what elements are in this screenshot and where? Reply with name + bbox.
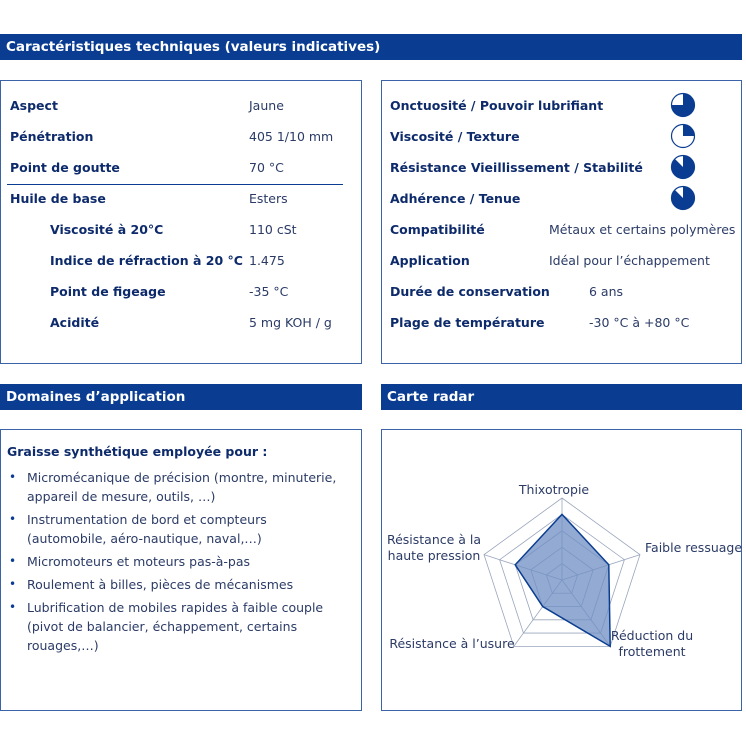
spec-value: 5 mg KOH / g [249,315,332,330]
spec-label: Indice de réfraction à 20 °C [50,253,243,268]
tech-section-header [0,34,742,60]
spec-label: Compatibilité [390,222,485,237]
spec-value: 1.475 [249,253,285,268]
spec-label: Huile de base [10,191,106,206]
list-item [9,468,349,506]
spec-value: -35 °C [249,284,289,299]
list-item [9,575,349,594]
spec-label: Pénétration [10,129,94,144]
right-specs-panel [381,80,742,364]
tech-section-title: Caractéristiques techniques (valeurs indicatives) [6,39,381,55]
radar-axis-label [387,532,481,564]
radar-section-header [381,384,742,410]
radar-data-area [515,514,610,646]
list-item [9,598,349,655]
bullet-icon: • [9,512,17,526]
spec-label: Viscosité à 20°C [50,222,164,237]
spec-value: Jaune [249,98,284,113]
spec-value: Métaux et certains polymères [549,222,736,237]
spec-value: 6 ans [589,284,624,299]
spec-value: 70 °C [249,160,284,175]
domains-intro: Graisse synthétique employée pour : [7,444,268,459]
radar-axis-label [611,628,693,660]
radar-axis-label-line: frottement [618,644,686,659]
radar-axis-label-line: haute pression [387,548,481,563]
radar-section-title: Carte radar [387,389,475,405]
specs-divider [7,184,343,185]
domains-section-title: Domaines d’application [6,389,186,405]
spec-value: Esters [249,191,288,206]
radar-axis-label-line: Réduction du [610,628,694,643]
bullet-icon: • [9,577,17,591]
rating-label: Viscosité / Texture [390,129,520,144]
list-item-text: Instrumentation de bord et compteurs (automobile, aéro-nautique, naval,…) [27,512,267,546]
spec-label: Acidité [50,315,100,330]
list-item-text: Micromécanique de précision (montre, minuterie, appareil de mesure, outils, …) [27,470,337,504]
spec-value: 405 1/10 mm [249,129,334,144]
left-specs-panel [0,80,362,364]
domains-section-header [0,384,362,410]
radar-axis-label-line: Résistance à la [386,532,482,547]
list-item [9,510,349,548]
radar-axis-label [389,636,514,652]
spec-value: -30 °C à +80 °C [589,315,690,330]
list-item [9,552,349,571]
rating-label: Adhérence / Tenue [390,191,521,206]
domains-list [9,468,349,659]
radar-axis-label-line: Thixotropie [518,482,590,497]
spec-value: 110 cSt [249,222,297,237]
rating-pie-icon [670,185,696,211]
spec-label: Application [390,253,470,268]
rating-label: Résistance Vieillissement / Stabilité [390,160,643,175]
list-item-text: Lubrification de mobiles rapides à faible couple (pivot de balancier, échappement, certains rouages,…) [27,600,324,653]
bullet-icon: • [9,470,17,484]
radar-axis-label-line: Faible ressuage [645,540,743,555]
rating-pie-icon [670,123,696,149]
radar-axis-label [519,482,589,498]
bullet-icon: • [9,554,17,568]
bullet-icon: • [9,600,17,614]
radar-panel [381,429,742,711]
spec-value: Idéal pour l’échappement [549,253,710,268]
rating-pie-icon [670,154,696,180]
rating-label: Onctuosité / Pouvoir lubrifiant [390,98,604,113]
spec-label: Point de goutte [10,160,120,175]
list-item-text: Roulement à billes, pièces de mécanismes [27,577,294,592]
spec-label: Plage de température [390,315,545,330]
radar-chart [382,430,741,710]
spec-label: Point de figeage [50,284,166,299]
domains-panel [0,429,362,711]
radar-axis-label-line: Résistance à l’usure [389,636,515,651]
spec-label: Aspect [10,98,58,113]
list-item-text: Micromoteurs et moteurs pas-à-pas [27,554,251,569]
rating-pie-icon [670,92,696,118]
spec-label: Durée de conservation [390,284,550,299]
radar-axis-label [645,540,742,556]
